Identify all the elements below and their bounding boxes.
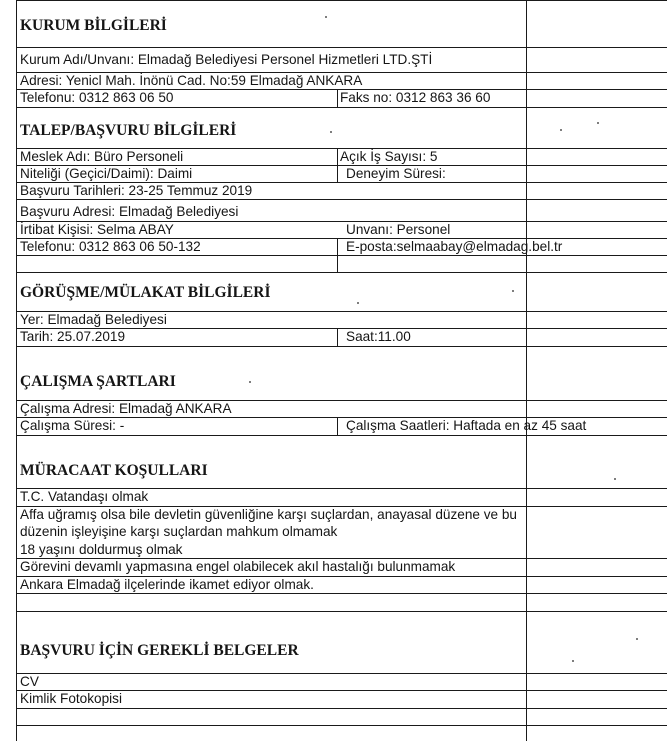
row-border <box>16 346 667 347</box>
section-title-talep: TALEP/BAŞVURU BİLGİLERİ <box>20 122 237 139</box>
middle-column-border <box>526 0 527 741</box>
work-duration-field: Çalışma Süresi: - <box>20 418 125 433</box>
left-border <box>16 0 17 741</box>
scan-speck <box>330 131 332 133</box>
interview-time-field: Saat:11.00 <box>346 329 411 344</box>
scan-speck <box>572 660 574 662</box>
kurum-phone-field: Telefonu: 0312 863 06 50 <box>20 90 174 105</box>
kurum-fax-field: Faks no: 0312 863 36 60 <box>340 90 491 105</box>
document-item: CV <box>20 674 39 689</box>
kurum-address-field: Adresi: Yenicl Mah. İnönü Cad. No:59 Elmadağ ANKARA <box>20 73 363 88</box>
employment-type-field: Niteliği (Geçici/Daimi): Daimi <box>20 166 193 181</box>
contact-phone-field: Telefonu: 0312 863 06 50-132 <box>20 239 201 254</box>
occupation-field: Meslek Adı: Büro Personeli <box>20 149 184 164</box>
open-positions-field: Açık İş Sayısı: 5 <box>340 149 438 164</box>
row-border <box>16 0 667 1</box>
scan-speck <box>636 638 638 640</box>
section-title-belgeler: BAŞVURU İÇİN GEREKLİ BELGELER <box>20 642 299 659</box>
row-border <box>16 611 667 612</box>
requirement-item: düzenin işleyişine karşı suçlardan mahkum olmamak <box>20 524 338 539</box>
requirement-item: Görevini devamlı yapmasına engel olabilecek akıl hastalığı bulunmamak <box>20 559 456 574</box>
document-item: Kimlik Fotokopisi <box>20 691 122 706</box>
row-border <box>16 673 667 674</box>
section-title-muracaat: MÜRACAAT KOŞULLARI <box>20 462 208 479</box>
inner-column-divider <box>337 89 338 107</box>
contact-person-field: İrtibat Kişisi: Selma ABAY <box>20 222 174 237</box>
scan-speck <box>560 129 562 131</box>
row-border <box>16 272 667 273</box>
scan-speck <box>512 290 514 292</box>
interview-date-field: Tarih: 25.07.2019 <box>20 329 126 344</box>
contact-email-field: E-posta:selmaabay@elmadag.bel.tr <box>346 239 563 254</box>
row-border <box>16 593 667 594</box>
work-address-field: Çalışma Adresi: Elmadağ ANKARA <box>20 401 232 416</box>
inner-column-divider <box>337 328 338 346</box>
work-hours-field: Çalışma Saatleri: Haftada en az 45 saat <box>346 418 587 433</box>
section-title-calisma: ÇALIŞMA ŞARTLARI <box>20 373 176 390</box>
scan-speck <box>357 302 359 304</box>
application-dates-field: Başvuru Tarihleri: 23-25 Temmuz 2019 <box>20 183 253 198</box>
scan-speck <box>597 122 599 124</box>
contact-title-field: Unvanı: Personel <box>346 222 451 237</box>
requirement-item: Ankara Elmadağ ilçelerinde ikamet ediyor olmak. <box>20 577 314 592</box>
interview-location-field: Yer: Elmadağ Belediyesi <box>20 312 167 327</box>
kurum-name-field: Kurum Adı/Unvanı: Elmadağ Belediyesi Personel Hizmetleri LTD.ŞTİ <box>20 52 433 67</box>
row-border <box>16 435 667 436</box>
row-border <box>16 725 667 726</box>
scan-speck <box>614 478 616 480</box>
scan-speck <box>249 381 251 383</box>
application-address-field: Başvuru Adresi: Elmadağ Belediyesi <box>20 204 239 219</box>
requirement-item: 18 yaşını doldurmuş olmak <box>20 542 183 557</box>
requirement-item: Affa uğramış olsa bile devletin güvenliğine karşı suçlardan, anayasal düzene ve bu <box>20 507 517 522</box>
row-border <box>16 47 667 48</box>
row-border <box>16 107 667 108</box>
row-border <box>16 199 667 200</box>
inner-column-divider <box>337 417 338 435</box>
section-title-gorusme: GÖRÜŞME/MÜLAKAT BİLGİLERİ <box>20 284 271 301</box>
experience-field: Deneyim Süresi: <box>346 166 446 181</box>
section-title-kurum: KURUM BİLGİLERİ <box>20 17 167 34</box>
row-border <box>16 255 667 256</box>
scan-speck <box>325 16 327 18</box>
requirement-item: T.C. Vatandaşı olmak <box>20 489 149 504</box>
row-border <box>16 708 667 709</box>
